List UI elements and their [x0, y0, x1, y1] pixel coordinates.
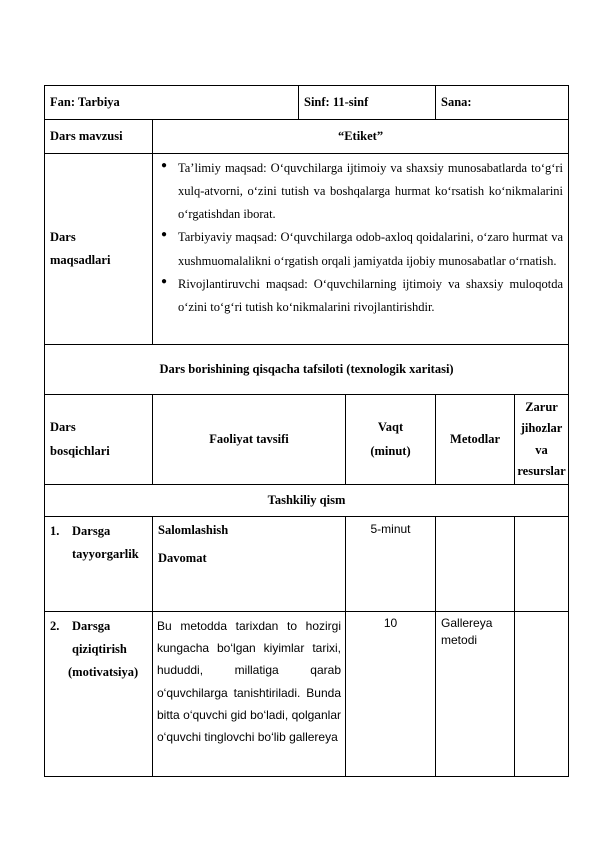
- col-activity: Faoliyat tavsifi: [153, 395, 346, 485]
- bullet-icon: ●: [161, 160, 168, 171]
- goal-item-educational: ● Ta’limiy maqsad: O‘quvchilarga ijtimoiy va shaxsiy munosabatlarda to‘g‘ri xulq-atvorni, o‘zini tutish va boshqalarga hurmat ko‘rsatish ko‘nikmalarini o‘rgatishdan iborat.: [178, 157, 563, 226]
- goals-content: [153, 154, 569, 345]
- col-methods: Metodlar: [436, 395, 515, 485]
- org-part-row: [45, 485, 569, 517]
- activity-attendance: Davomat: [158, 551, 207, 565]
- stage-cell: [45, 517, 153, 612]
- stage-line: Darsga: [72, 524, 111, 538]
- topic-row: [45, 120, 569, 154]
- bullet-icon: ●: [161, 229, 168, 241]
- col-time: Vaqt (minut): [346, 395, 436, 485]
- activity-cell: [153, 517, 346, 612]
- activity-greeting: Salomlashish: [158, 523, 229, 537]
- activity-cell: [153, 612, 346, 777]
- goal-item-developmental: ● Rivojlantiruvchi maqsad: O‘quvchilarning ijtimoiy va shaxsiy muloqotda o‘zini to‘g‘ri tutish ko‘nikmalarini rivojlantirishdir.: [178, 273, 563, 319]
- date-cell: Sana:: [436, 86, 569, 120]
- goals-label-line2: maqsadlari: [50, 253, 111, 267]
- goal-item-upbringing: ● Tarbiyaviy maqsad: O‘quvchilarga odob-axloq qoidalarini, o‘zaro hurmat va xushmuomalalikni o‘rgatish orqali jamiyatda ijobiy munosabatlar o‘rnatish.: [178, 226, 563, 272]
- activity-description: Bu metodda tarixdan to hozirgi kungacha bo‘lgan kiyimlar tarixi, hududdi, millatiga qarab o‘quvchilarga tanishtiriladi. Bunda bitta o‘quvchi gid bo‘ladi, qolganlar o‘quvchi tinglovchi bo‘lib gallereya: [157, 619, 341, 744]
- stage-number: 1.: [50, 524, 60, 538]
- table-row: [45, 517, 569, 612]
- resources-cell: [515, 612, 569, 777]
- topic-label: Dars mavzusi: [45, 120, 153, 154]
- table-row: [45, 612, 569, 777]
- grade-cell: Sinf: 11-sinf: [299, 86, 436, 120]
- goals-list: [158, 157, 563, 319]
- topic-value: “Etiket”: [153, 120, 569, 154]
- col-resources: Zarur jihozlar va resurslar: [515, 395, 569, 485]
- method-cell: Gallereya metodi: [436, 612, 515, 777]
- goals-row: [45, 154, 569, 345]
- stage-line: tayyorgarlik: [72, 547, 139, 562]
- subject-cell: Fan: Tarbiya: [45, 86, 299, 120]
- section-title-row: [45, 345, 569, 395]
- resources-cell: [515, 517, 569, 612]
- stage-line: qiziqtirish: [72, 642, 127, 657]
- stage-line: Darsga: [72, 619, 111, 633]
- method-cell: [436, 517, 515, 612]
- time-cell: 5-minut: [346, 517, 436, 612]
- stage-line: (motivatsiya): [68, 665, 139, 680]
- time-cell: 10: [346, 612, 436, 777]
- lesson-plan-table: [44, 85, 569, 777]
- col-stages: Dars bosqichlari: [45, 395, 153, 485]
- column-header-row: [45, 395, 569, 485]
- goals-label: [45, 154, 153, 345]
- stage-number: 2.: [50, 619, 60, 633]
- bullet-icon: ●: [161, 275, 168, 287]
- stage-cell: [45, 612, 153, 777]
- org-part-title: Tashkiliy qism: [45, 485, 569, 517]
- section-title: Dars borishining qisqacha tafsiloti (texnologik xaritasi): [45, 345, 569, 395]
- header-row: [45, 86, 569, 120]
- goals-label-line1: Dars: [50, 229, 76, 244]
